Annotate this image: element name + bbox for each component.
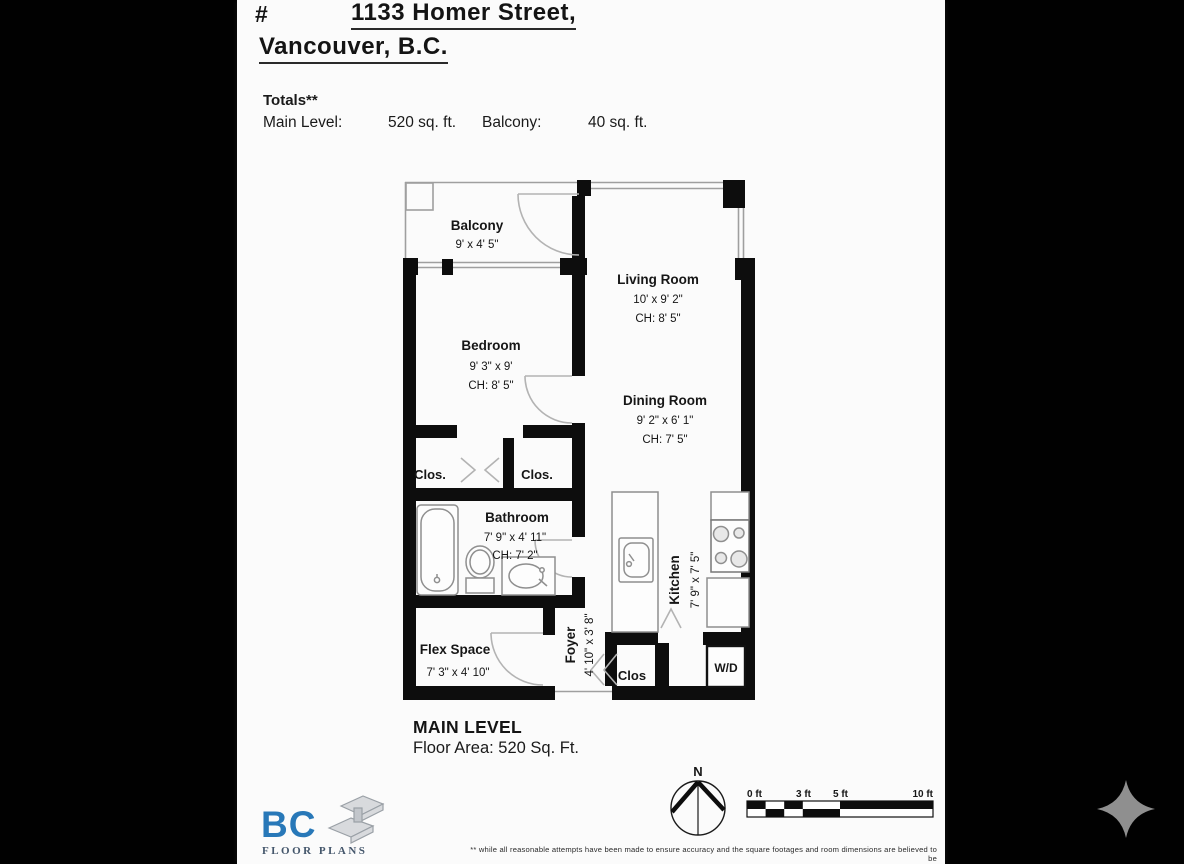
svg-text:5 ft: 5 ft (833, 789, 848, 800)
floor-area-text: Floor Area: 520 Sq. Ft. (413, 739, 579, 757)
bedroom-dims: 9' 3" x 9' (469, 361, 513, 373)
bedroom-label: Bedroom (461, 338, 521, 353)
living-room-ch: CH: 8' 5" (635, 313, 681, 325)
floorplan-drawing (403, 180, 755, 700)
kitchen-label: Kitchen (667, 555, 682, 605)
main-level-value: 520 sq. ft. (388, 114, 457, 131)
balcony-label: Balcony (450, 218, 504, 233)
floorplan-sheet (237, 0, 945, 864)
living-room-dims: 10' x 9' 2" (633, 294, 683, 306)
dining-room-ch: CH: 7' 5" (642, 434, 688, 446)
totals-heading: Totals** (263, 92, 318, 109)
dining-room-label: Dining Room (623, 393, 707, 408)
scale-labels (747, 789, 934, 800)
compass-icon (660, 763, 736, 841)
address-line-1: 1133 Homer Street, (351, 0, 576, 30)
closet-left-label: Clos. (414, 467, 446, 482)
toilet (466, 546, 494, 593)
bathroom-sink (502, 557, 555, 595)
unit-number-hash: # (255, 1, 268, 27)
scale-bar (746, 786, 938, 826)
flex-space-label: Flex Space (419, 642, 491, 657)
balcony-label: Balcony: (482, 114, 542, 131)
bathroom-dims: 7' 9" x 4' 11" (483, 532, 547, 544)
balcony-dims: 9' x 4' 5" (455, 239, 499, 251)
svg-text:3 ft: 3 ft (796, 789, 811, 800)
sparkle-icon (1096, 779, 1156, 839)
balcony-value: 40 sq. ft. (588, 114, 648, 131)
bathroom-label: Bathroom (485, 510, 549, 525)
living-room-label: Living Room (617, 272, 699, 287)
closet-bifold-icon (461, 458, 475, 482)
compass-north-label: N (693, 764, 703, 779)
logo-floor-plans-text: FLOOR PLANS (262, 845, 368, 857)
walls (403, 180, 755, 700)
kitchen-sink (619, 538, 653, 582)
entry-closet-label: Clos (617, 668, 647, 683)
dining-room-dims: 9' 2" x 6' 1" (636, 415, 694, 427)
main-level-label: Main Level: (263, 114, 343, 131)
logo-bc-text: BC (261, 804, 317, 845)
washer-dryer-label: W/D (714, 661, 738, 675)
level-title: MAIN LEVEL (413, 717, 522, 737)
logo-isometric-graphic (321, 788, 391, 850)
foyer-dims: 4' 10" x 3' 8" (584, 613, 596, 677)
svg-text:0 ft: 0 ft (747, 789, 762, 800)
flex-door-arc (491, 633, 543, 685)
disclaimer-text: ** while all reasonable attempts have been made to ensure accuracy and the square footages and room dimensions are believed to be (470, 845, 937, 863)
flex-space-dims: 7' 3" x 4' 10" (426, 667, 490, 679)
bedroom-door-arc (525, 376, 572, 423)
stove (711, 520, 749, 572)
kitchen-door-icon (661, 609, 681, 628)
foyer-label: Foyer (563, 626, 578, 664)
scale-bar-blocks (747, 801, 933, 817)
bedroom-ch: CH: 8' 5" (468, 380, 514, 392)
kitchen-dims: 7' 9" x 7' 5" (690, 551, 702, 609)
balcony-door-arc (518, 194, 579, 255)
bathroom-ch: CH: 7' 2" (492, 550, 538, 562)
address-line-2: Vancouver, B.C. (259, 33, 448, 64)
svg-text:10 ft: 10 ft (912, 789, 933, 800)
closet-right-label: Clos. (521, 467, 553, 482)
closet-bifold-icon (485, 458, 499, 482)
bathtub (417, 505, 458, 595)
